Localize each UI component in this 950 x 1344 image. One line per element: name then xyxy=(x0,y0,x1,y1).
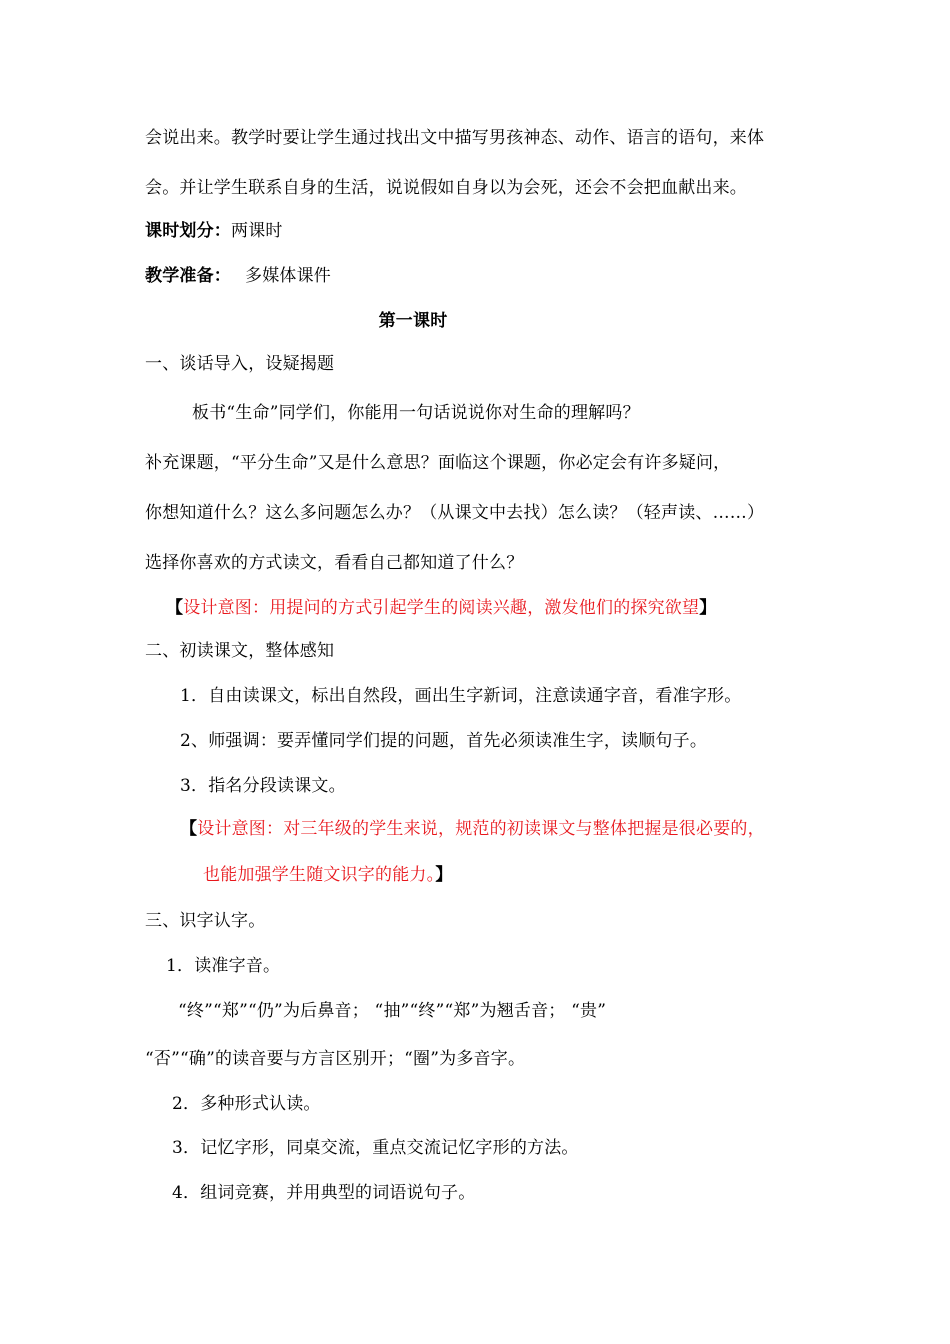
list-item: 1．自由读课文，标出自然段，画出生字新词，注意读通字音，看准字形。 xyxy=(180,686,742,706)
paragraph-line: “否”“确”的读音要与方言区别开；“圈”为多音字。 xyxy=(145,1049,526,1069)
bracket-close: 】 xyxy=(435,865,453,885)
lesson-title: 第一课时 xyxy=(378,311,448,331)
paragraph-line: 补充课题，“平分生命”又是什么意思？面临这个课题，你必定会有许多疑问， xyxy=(145,453,731,473)
bracket-open: 【 xyxy=(166,598,184,618)
design-intent-note xyxy=(166,597,716,619)
section-heading: 三、识字认字。 xyxy=(145,911,266,931)
design-intent-note xyxy=(180,818,765,840)
list-item: 1．读准字音。 xyxy=(166,956,281,976)
design-intent-text: 设计意图：对三年级的学生来说，规范的初读课文与整体把握是很必要的， xyxy=(197,819,765,839)
prep-value: 多媒体课件 xyxy=(245,266,331,286)
paragraph-line: “终”“郑”“仍”为后鼻音； “抽”“终”“郑”为翘舌音； “贵” xyxy=(178,1001,607,1021)
paragraph-line: 你想知道什么？这么多问题怎么办？（从课文中去找）怎么读？（轻声读、……） xyxy=(145,503,765,523)
bracket-open: 【 xyxy=(180,819,198,839)
design-intent-text: 设计意图：用提问的方式引起学生的阅读兴趣，激发他们的探究欲望 xyxy=(183,598,700,618)
list-item: 2、师强调：要弄懂同学们提的问题，首先必须读准生字，读顺句子。 xyxy=(180,731,708,751)
section-heading: 二、初读课文，整体感知 xyxy=(145,641,335,661)
section-heading: 一、谈话导入，设疑揭题 xyxy=(145,354,335,374)
period-row xyxy=(145,220,283,242)
paragraph-line: 选择你喜欢的方式读文，看看自己都知道了什么？ xyxy=(145,553,524,573)
prep-row xyxy=(145,265,331,287)
list-item: 3．记忆字形，同桌交流，重点交流记忆字形的方法。 xyxy=(172,1138,579,1158)
prep-label: 教学准备： xyxy=(145,266,231,286)
design-intent-text: 也能加强学生随文识字的能力。 xyxy=(203,865,436,885)
period-value: 两课时 xyxy=(231,221,283,241)
list-item: 3．指名分段读课文。 xyxy=(180,776,346,796)
list-item: 2．多种形式认读。 xyxy=(172,1094,321,1114)
paragraph-line: 会说出来。教学时要让学生通过找出文中描写男孩神态、动作、语言的语句，来体 xyxy=(145,128,765,148)
paragraph-line: 板书“生命”同学们，你能用一句话说说你对生命的理解吗？ xyxy=(192,403,640,423)
bracket-close: 】 xyxy=(699,598,717,618)
list-item: 4．组词竞赛，并用典型的词语说句子。 xyxy=(172,1183,476,1203)
paragraph-line: 会。并让学生联系自身的生活，说说假如自身以为会死，还会不会把血献出来。 xyxy=(145,178,747,198)
design-intent-note-cont xyxy=(203,864,453,886)
period-label: 课时划分： xyxy=(145,221,231,241)
